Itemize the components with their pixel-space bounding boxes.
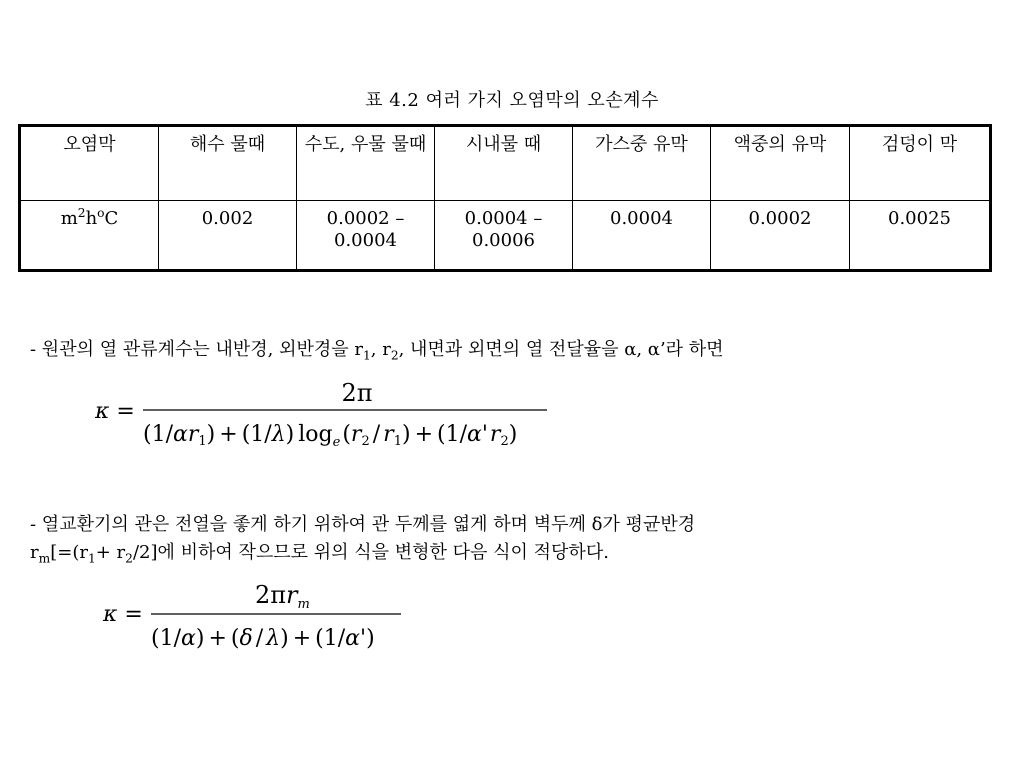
value-cell: 0.0002 <box>711 201 850 271</box>
value-cell: 0.002 <box>159 201 297 271</box>
header-cell: 시내물 때 <box>435 126 573 201</box>
formula-lhs: κ = <box>103 602 143 627</box>
value-cell: 0.0025 <box>850 201 991 271</box>
header-cell: 액중의 유막 <box>711 126 850 201</box>
value-cell: 0.0002 – 0.0004 <box>297 201 435 271</box>
formula-tube-coefficient <box>95 375 565 451</box>
value-cell: 0.0004 – 0.0006 <box>435 201 573 271</box>
unit-cell: $m^2h^oC$ <box>20 201 159 271</box>
formula-denominator: (1/α) + (δ / λ) + (1/α') <box>151 626 375 651</box>
header-cell: 오염막 <box>20 126 159 201</box>
table-caption: 표 4.2 여러 가지 오염막의 오손계수 <box>365 90 659 111</box>
formula-numerator: $2\pi r_m$ <box>255 583 310 612</box>
header-cell: 해수 물때 <box>159 126 297 201</box>
fouling-factor-table <box>18 124 992 272</box>
header-cell: 검덩이 막 <box>850 126 991 201</box>
header-cell: 가스중 유막 <box>573 126 711 201</box>
paragraph-thin-wall-cont: $r_m[=(r_1+ r_2/2]$에 비하여 작으므로 위의 식을 변형한 다음 식이 적당하다. <box>30 542 609 566</box>
value-cell: 0.0004 <box>573 201 711 271</box>
formula-lhs: κ = <box>95 399 135 424</box>
formula-thin-wall <box>95 583 415 659</box>
formula-numerator: 2π <box>341 379 373 407</box>
table-header-row <box>20 126 991 201</box>
paragraph-thin-wall: - 열교환기의 관은 전열을 좋게 하기 위하여 관 두께를 엷게 하며 벽두께 δ가 평균반경 <box>30 514 696 535</box>
table-row <box>20 201 991 271</box>
formula-denominator: (1/αr1) + (1/λ) $\log_e(r2 / r1) + (1/\alpha'r2)$ <box>143 422 518 450</box>
header-cell: 수도, 우물 물때 <box>297 126 435 201</box>
paragraph-tube-coefficient: - 원관의 열 관류계수는 내반경, 외반경을 $r_1$, $r_2$, 내면과 외면의 열 전달율을 α, α’라 하면 <box>30 339 724 363</box>
